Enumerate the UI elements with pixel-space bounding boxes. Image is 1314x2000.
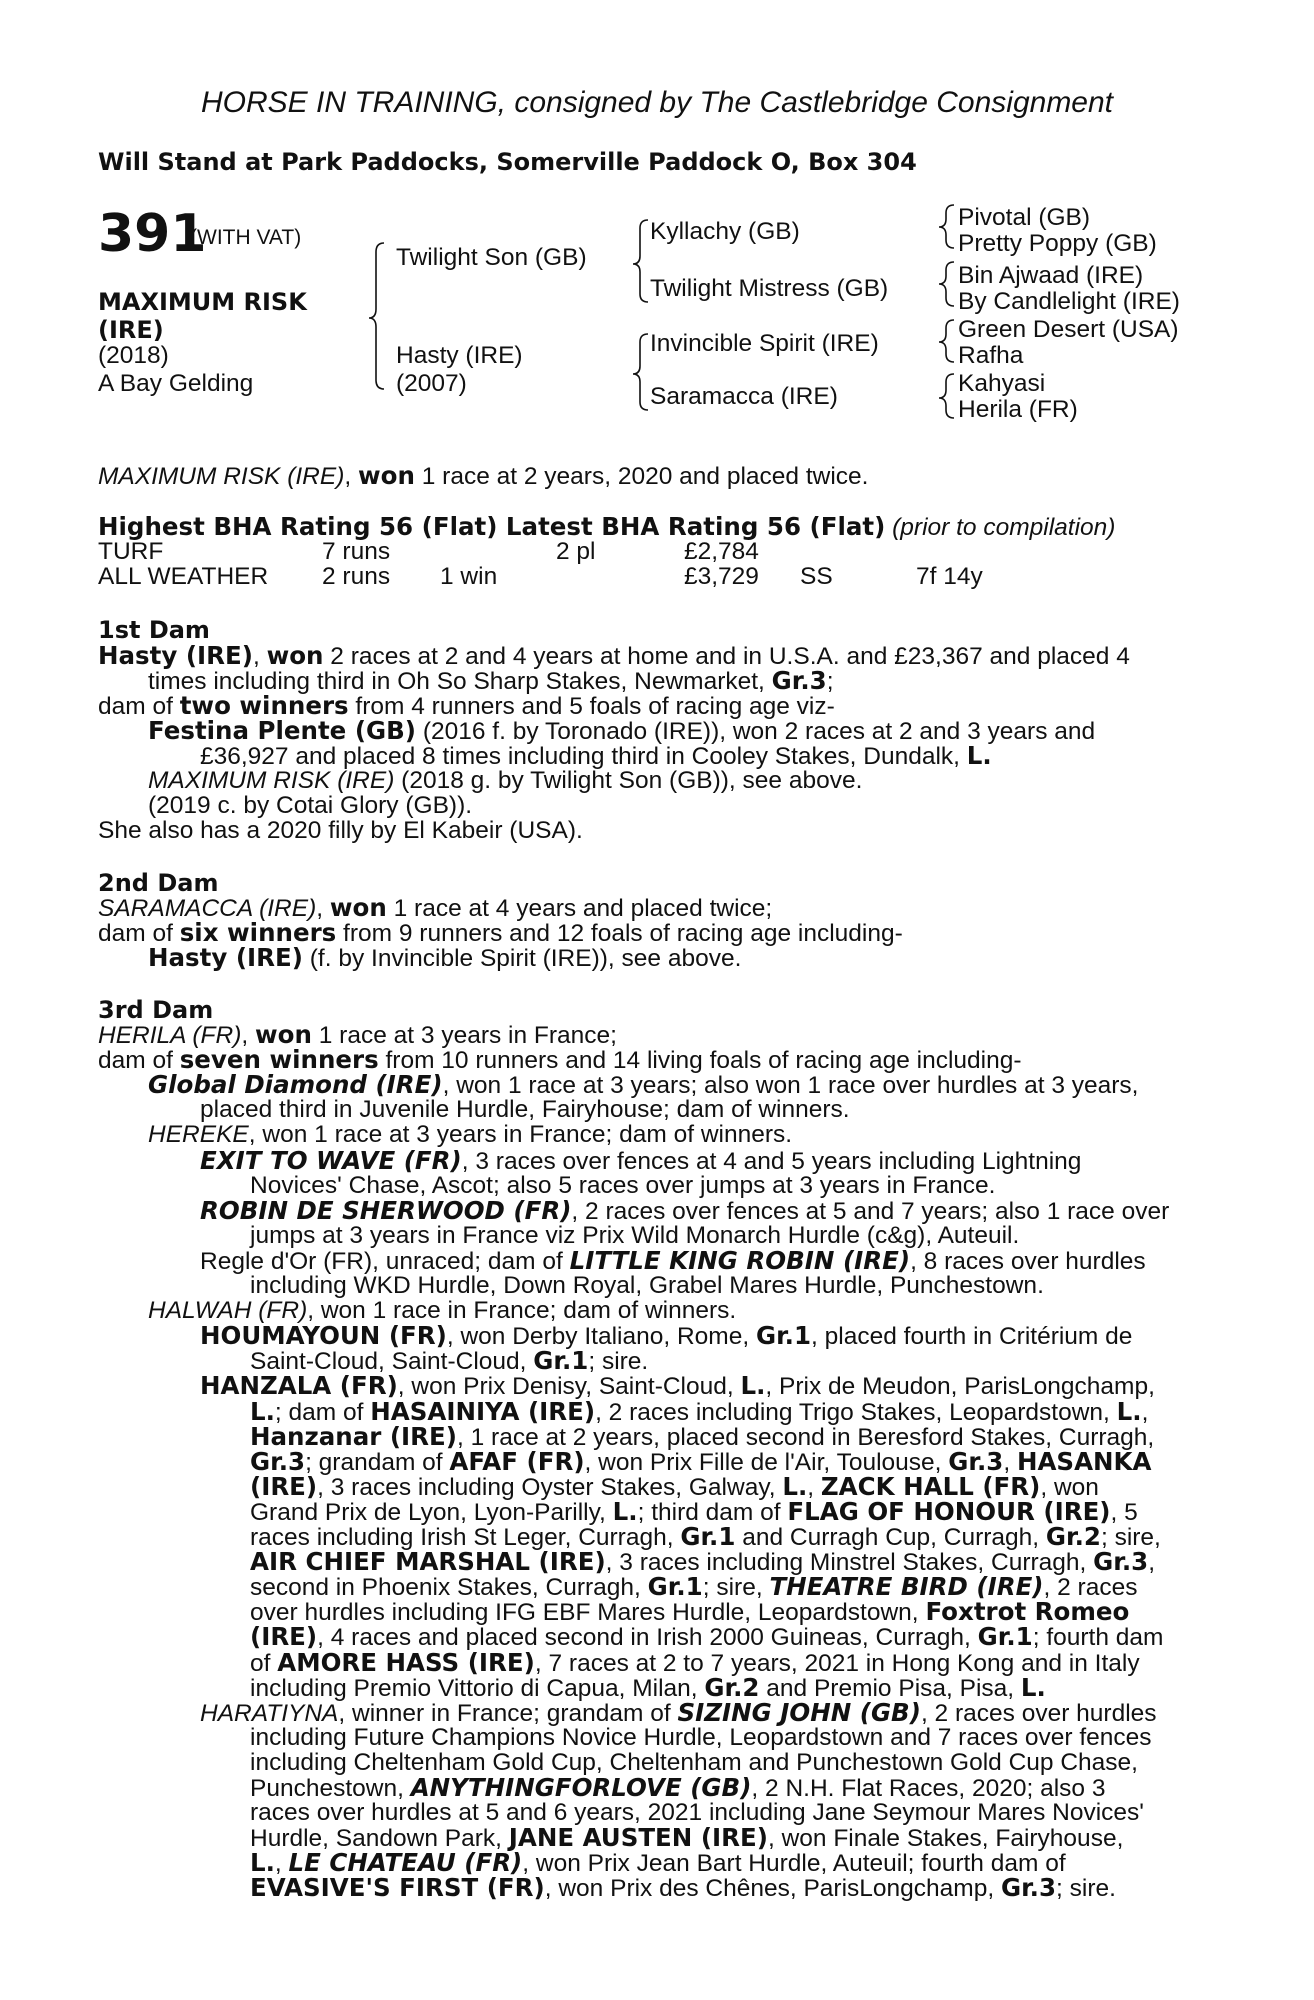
text-run: Gr.1: [680, 1522, 736, 1551]
rating-heading-line: [98, 514, 1115, 541]
third-dam-line: [200, 1323, 1132, 1350]
text-run: , 3 races including Minstrel Stakes, Curragh,: [605, 1549, 1094, 1577]
rating-note: (prior to compilation): [892, 514, 1116, 541]
third-dam-line: [250, 1775, 1105, 1802]
summary-horse-name: MAXIMUM RISK (IRE): [98, 463, 345, 490]
text-run: MAXIMUM RISK (IRE): [148, 767, 395, 794]
third-dam-line: [250, 1173, 995, 1199]
third-dam-line: [200, 1195, 1170, 1225]
text-run: L.: [250, 1848, 275, 1878]
third-dam-line: [148, 1072, 1138, 1099]
text-run: SIZING JOHN (GB): [677, 1697, 921, 1727]
text-run: 1 race at 4 years and placed twice;: [386, 895, 773, 922]
text-run: Gr.1: [533, 1346, 589, 1376]
text-run: Gr.2: [1045, 1522, 1101, 1551]
text-run: (2019 c. by Cotai Glory (GB)).: [148, 792, 473, 819]
text-run: ,: [252, 643, 267, 670]
text-run: six winners: [179, 918, 337, 947]
text-run: , won Prix Fille de l'Air, Toulouse,: [584, 1448, 949, 1476]
rating-heading: Highest BHA Rating 56 (Flat) Latest BHA Rating 56 (Flat): [98, 512, 886, 541]
text-run: L.: [1020, 1672, 1046, 1702]
text-run: , won Prix Jean Bart Hurdle, Auteuil; fourth dam of: [522, 1850, 1066, 1878]
text-run: (IRE): [250, 1622, 318, 1652]
third-dam-line: [250, 1223, 1019, 1249]
text-run: races including Irish St Leger, Curragh,: [250, 1524, 681, 1551]
text-run: , won 1 race at 3 years; also won 1 race over hurdles at 3 years,: [442, 1072, 1139, 1100]
text-run: including Future Champions Novice Hurdle, Leopardstown and 7 races over fences: [250, 1723, 1152, 1751]
text-run: She also has a 2020 filly by El Kabeir (USA).: [98, 817, 583, 844]
text-run: HOUMAYOUN (FR): [200, 1321, 447, 1351]
text-run: ZACK HALL (FR): [820, 1471, 1041, 1501]
text-run: and Premio Pisa, Pisa,: [759, 1674, 1021, 1702]
pedigree-g6: Rafha: [958, 342, 1024, 369]
text-run: dam of: [98, 920, 180, 947]
text-run: , won 1 race at 3 years in France; dam of winners.: [248, 1121, 793, 1149]
text-run: (f. by Invincible Spirit (IRE)), see above.: [302, 945, 742, 972]
text-run: Novices' Chase, Ascot; also 5 races over jumps at 3 years in France.: [250, 1171, 996, 1199]
text-run: jumps at 3 years in France viz Prix Wild Monarch Hurdle (c&g), Auteuil.: [250, 1221, 1020, 1249]
text-run: Grand Prix de Lyon, Lyon-Parilly,: [250, 1498, 613, 1526]
text-run: won: [266, 641, 324, 670]
text-run: seven winners: [179, 1045, 379, 1075]
text-run: ,: [1141, 1398, 1149, 1426]
text-run: including WKD Hurdle, Down Royal, Grabel Mares Hurdle, Punchestown.: [250, 1272, 1044, 1299]
stats-label: TURF: [98, 538, 164, 565]
text-run: dam of: [98, 693, 180, 720]
text-run: 2 races at 2 and 4 years at home and in U.S.A. and £23,367 and placed 4: [323, 643, 1130, 670]
text-run: , winner in France; grandam of: [338, 1699, 678, 1727]
pedigree-sire-dam: Twilight Mistress (GB): [650, 275, 889, 302]
text-run: Punchestown,: [250, 1775, 411, 1802]
third-dam-line: [200, 1373, 1155, 1400]
third-dam-heading: 3rd Dam: [98, 996, 214, 1024]
text-run: Gr.3: [1000, 1873, 1057, 1903]
pedigree-g2: Pretty Poppy (GB): [958, 230, 1157, 257]
text-run: , won Prix des Chênes, ParisLongchamp,: [544, 1875, 1001, 1903]
first-dam-line: [148, 768, 862, 794]
text-run: and Curragh Cup, Curragh,: [735, 1524, 1046, 1551]
first-dam-line: [148, 793, 472, 819]
text-run: Foxtrot Romeo: [925, 1597, 1130, 1627]
stats-earnings: £3,729: [684, 563, 759, 590]
text-run: HASAINIYA (IRE): [370, 1396, 596, 1426]
text-run: ,: [807, 1473, 821, 1501]
text-run: times including third in Oh So Sharp Stakes, Newmarket,: [148, 668, 772, 695]
text-run: , won Finale Stakes, Fairyhouse,: [767, 1825, 1124, 1853]
text-run: HERILA (FR): [98, 1022, 242, 1049]
third-dam-line: [200, 1697, 1157, 1727]
second-dam-line: [148, 945, 741, 972]
text-run: L.: [966, 741, 992, 770]
text-run: , placed fourth in Critérium de: [811, 1323, 1133, 1351]
text-run: , 2 races including Trigo Stakes, Leopardstown,: [595, 1398, 1117, 1426]
third-dam-line: [148, 1298, 736, 1324]
text-run: , 2 N.H. Flat Races, 2020; also 3: [751, 1775, 1106, 1802]
third-dam-line: [250, 1647, 1140, 1677]
text-run: HEREKE: [148, 1121, 249, 1149]
text-run: over hurdles including IFG EBF Mares Hurdle, Leopardstown,: [250, 1599, 926, 1627]
lot-number: 391: [98, 204, 207, 264]
first-dam-heading: 1st Dam: [98, 616, 210, 644]
text-run: EVASIVE'S FIRST (FR): [250, 1873, 545, 1903]
text-run: second in Phoenix Stakes, Curragh,: [250, 1574, 648, 1602]
text-run: , 2 races over fences at 5 and 7 years; also 1 race over: [571, 1197, 1170, 1225]
text-run: Gr.1: [755, 1321, 812, 1351]
text-run: Gr.1: [647, 1572, 703, 1602]
text-run: ; grandam of: [305, 1448, 450, 1476]
text-run: ; sire,: [1100, 1524, 1161, 1551]
text-run: two winners: [179, 691, 349, 720]
text-run: , won Prix Denisy, Saint-Cloud,: [397, 1373, 741, 1401]
pedigree-g5: Green Desert (USA): [958, 316, 1179, 343]
stand-location: Will Stand at Park Paddocks, Somerville Paddock O, Box 304: [98, 148, 917, 176]
stats-wins: 1 win: [440, 563, 498, 590]
text-run: , 1 race at 2 years, placed second in Beresford Stakes, Curragh,: [456, 1423, 1155, 1451]
third-dam-line: [250, 1750, 1138, 1776]
horse-foaling-year: (2018): [98, 342, 169, 369]
text-run: £36,927 and placed 8 times including third in Cooley Stakes, Dundalk,: [200, 743, 967, 770]
text-run: SARAMACCA (IRE): [98, 895, 317, 922]
text-run: including Premio Vittorio di Capua, Milan,: [250, 1674, 705, 1702]
summary-text: 1 race at 2 years, 2020 and placed twice.: [414, 463, 869, 490]
horse-name: MAXIMUM RISK: [98, 288, 307, 316]
text-run: Gr.2: [704, 1672, 760, 1702]
text-run: , 2 races: [1043, 1574, 1138, 1602]
text-run: , 3 races including Oyster Stakes, Galway,: [317, 1473, 783, 1501]
text-run: (IRE): [250, 1471, 318, 1501]
text-run: Gr.3: [250, 1446, 306, 1476]
text-run: L.: [1116, 1396, 1142, 1426]
text-run: , 4 races and placed second in Irish 2000 Guineas, Curragh,: [317, 1624, 978, 1652]
pedigree-g7: Kahyasi: [958, 370, 1046, 397]
text-run: AIR CHIEF MARSHAL (IRE): [250, 1547, 606, 1577]
text-run: placed third in Juvenile Hurdle, Fairyhouse; dam of winners.: [200, 1096, 850, 1124]
first-dam-line: [200, 743, 992, 770]
race-summary: [98, 463, 868, 490]
pedigree-g4: By Candlelight (IRE): [958, 288, 1180, 315]
stats-runs: 7 runs: [322, 538, 391, 565]
stats-runs: 2 runs: [322, 563, 391, 590]
stats-extra1: SS: [800, 563, 833, 590]
text-run: (2016 f. by Toronado (IRE)), won 2 races at 2 and 3 years and: [416, 718, 1096, 745]
text-run: , won: [1040, 1473, 1099, 1501]
text-run: ;: [826, 668, 834, 695]
third-dam-line: [148, 1122, 792, 1148]
text-run: Hurdle, Sandown Park,: [250, 1825, 509, 1853]
lot-vat-note: (WITH VAT): [190, 226, 302, 249]
first-dam-line: [148, 718, 1095, 745]
text-run: ,: [316, 895, 330, 922]
text-run: , Prix de Meudon, ParisLongchamp,: [765, 1373, 1155, 1401]
text-run: ; fourth dam: [1032, 1624, 1164, 1652]
text-run: from 4 runners and 5 foals of racing age viz-: [348, 693, 835, 720]
text-run: , 7 races at 2 to 7 years, 2021 in Hong Kong and in Italy: [534, 1649, 1140, 1677]
text-run: won: [255, 1020, 312, 1049]
third-dam-line: [200, 1097, 850, 1123]
text-run: (2018 g. by Twilight Son (GB)), see above.: [394, 767, 863, 794]
text-run: ANYTHINGFORLOVE (GB): [410, 1773, 752, 1802]
text-run: L.: [740, 1371, 766, 1401]
text-run: 1 race at 3 years in France;: [311, 1022, 617, 1049]
pedigree-dam-year: (2007): [396, 370, 467, 397]
text-run: , 5: [1110, 1498, 1138, 1526]
pedigree-sire-sire: Kyllachy (GB): [650, 218, 800, 245]
text-run: from 9 runners and 12 foals of racing age including-: [336, 920, 903, 947]
text-run: Gr.1: [977, 1622, 1033, 1652]
pedigree-g8: Herila (FR): [958, 396, 1078, 423]
stats-placed: 2 pl: [556, 538, 596, 565]
text-run: ; sire,: [702, 1574, 770, 1602]
third-dam-line: [250, 1273, 1044, 1299]
text-run: HANZALA (FR): [200, 1371, 398, 1401]
text-run: Festina Plente (GB): [148, 716, 417, 745]
catalogue-title: HORSE IN TRAINING, consigned by The Castlebridge Consignment: [200, 86, 1114, 119]
third-dam-line: [200, 1245, 1146, 1275]
text-run: from 10 runners and 14 living foals of racing age including-: [378, 1047, 1022, 1075]
text-run: HALWAH (FR): [148, 1297, 308, 1325]
stats-extra2: 7f 14y: [916, 563, 983, 590]
text-run: HASANKA: [1016, 1446, 1152, 1476]
pedigree-dam: Hasty (IRE): [396, 342, 523, 369]
pedigree-g1: Pivotal (GB): [958, 204, 1091, 231]
text-run: races over hurdles at 5 and 6 years, 2021 including Jane Seymour Mares Novices': [250, 1799, 1144, 1827]
text-run: HARATIYNA: [200, 1699, 339, 1727]
horse-description: A Bay Gelding: [98, 370, 254, 397]
text-run: L.: [782, 1471, 808, 1501]
horse-name-suffix: (IRE): [98, 316, 164, 344]
stats-earnings: £2,784: [684, 538, 759, 565]
third-dam-line: [250, 1875, 1116, 1902]
text-run: dam of: [98, 1047, 180, 1075]
third-dam-line: [250, 1800, 1144, 1826]
text-run: AMORE HASS (IRE): [277, 1647, 535, 1677]
text-run: of: [250, 1649, 278, 1677]
text-run: ; third dam of: [637, 1498, 788, 1526]
text-run: EXIT TO WAVE (FR): [200, 1145, 462, 1175]
text-run: L.: [250, 1396, 275, 1426]
first-dam-line: [98, 818, 583, 844]
text-run: Gr.3: [771, 666, 827, 695]
text-run: JANE AUSTEN (IRE): [508, 1823, 768, 1853]
text-run: , 3 races over fences at 4 and 5 years including Lightning: [461, 1147, 1082, 1175]
text-run: LE CHATEAU (FR): [288, 1848, 523, 1878]
text-run: ROBIN DE SHERWOOD (FR): [200, 1195, 572, 1225]
stats-label: ALL WEATHER: [98, 563, 269, 590]
third-dam-line: [250, 1672, 1046, 1702]
pedigree-g3: Bin Ajwaad (IRE): [958, 262, 1144, 289]
second-dam-heading: 2nd Dam: [98, 869, 219, 897]
summary-separator: ,: [344, 463, 358, 490]
text-run: including Cheltenham Gold Cup, Cheltenham and Punchestown Gold Cup Chase,: [250, 1748, 1138, 1776]
text-run: L.: [612, 1496, 638, 1526]
text-run: ,: [274, 1850, 289, 1878]
text-run: , 8 races over hurdles: [910, 1247, 1146, 1275]
third-dam-line: [250, 1725, 1152, 1751]
text-run: LITTLE KING ROBIN (IRE): [569, 1245, 911, 1275]
text-run: Hasty (IRE): [98, 641, 253, 670]
pedigree-dam-dam: Saramacca (IRE): [650, 383, 838, 410]
text-run: Global Diamond (IRE): [148, 1070, 443, 1100]
text-run: THEATRE BIRD (IRE): [769, 1572, 1044, 1602]
third-dam-line: [200, 1145, 1082, 1175]
text-run: Saint-Cloud, Saint-Cloud,: [250, 1348, 534, 1376]
text-run: ; dam of: [274, 1398, 371, 1426]
text-run: FLAG OF HONOUR (IRE): [787, 1496, 1111, 1526]
text-run: Regle d'Or (FR), unraced; dam of: [200, 1247, 570, 1275]
text-run: won: [329, 893, 387, 922]
summary-won: won: [358, 461, 415, 490]
pedigree-dam-sire: Invincible Spirit (IRE): [650, 330, 879, 357]
text-run: , 2 races over hurdles: [920, 1699, 1157, 1727]
pedigree-sire: Twilight Son (GB): [396, 244, 587, 271]
text-run: ,: [241, 1022, 256, 1049]
text-run: Gr.3: [948, 1446, 1004, 1476]
first-dam-line: [98, 643, 1130, 670]
text-run: Hasty (IRE): [148, 943, 303, 972]
text-run: ; sire.: [1056, 1875, 1116, 1903]
text-run: AFAF (FR): [449, 1446, 585, 1476]
text-run: , won Derby Italiano, Rome,: [446, 1323, 756, 1351]
text-run: Gr.3: [1093, 1547, 1149, 1577]
text-run: Hanzanar (IRE): [250, 1421, 457, 1451]
text-run: ,: [1003, 1448, 1017, 1476]
text-run: ; sire.: [588, 1348, 649, 1376]
text-run: , won 1 race in France; dam of winners.: [307, 1297, 737, 1325]
text-run: ,: [1148, 1549, 1156, 1577]
